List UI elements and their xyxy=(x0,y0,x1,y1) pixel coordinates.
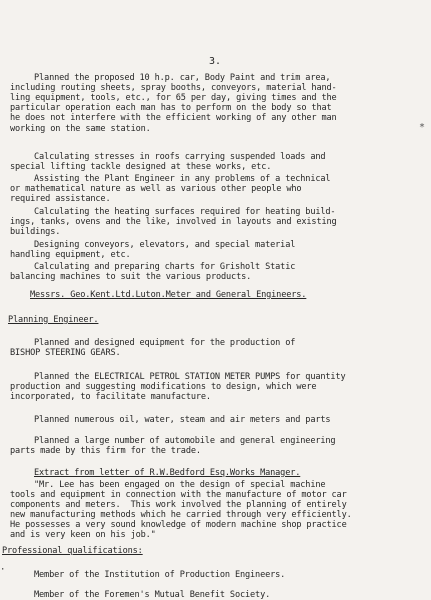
text-line: required assistance. xyxy=(10,194,111,204)
text-line: Calculating stresses in roofs carrying suspended loads and xyxy=(34,152,326,162)
quote-line: "Mr. Lee has been engaged on the design of special machine xyxy=(34,480,326,490)
text-line: balancing machines to suit the various products. xyxy=(10,272,252,282)
text-line: BISHOP STEERING GEARS. xyxy=(10,348,121,358)
text-line: Designing conveyors, elevators, and special material xyxy=(34,240,296,250)
text-line: Planned numerous oil, water, steam and air meters and parts xyxy=(34,415,331,425)
text-line: Planned and designed equipment for the production of xyxy=(34,338,296,348)
margin-mark: * xyxy=(419,122,426,133)
quote-line: components and meters. This work involved the planning of entirely xyxy=(10,500,347,510)
role-heading: Planning Engineer. xyxy=(8,315,99,325)
quote-line: and is very keen on his job." xyxy=(10,530,156,540)
text-line: Calculating and preparing charts for Grisholt Static xyxy=(34,262,296,272)
text-line: he does not interfere with the efficient working of any other man xyxy=(10,113,337,123)
text-line: Assisting the Plant Engineer in any problems of a technical xyxy=(34,174,331,184)
text-line: Planned a large number of automobile and general engineering xyxy=(34,436,336,446)
text-line: Calculating the heating surfaces required for heating build- xyxy=(34,207,336,217)
text-line: production and suggesting modifications to design, which were xyxy=(10,382,317,392)
text-line: parts made by this firm for the trade. xyxy=(10,446,201,456)
text-line: or mathematical nature as well as various other people who xyxy=(10,184,302,194)
qualification-item: Member of the Foremen's Mutual Benefit Society. xyxy=(34,590,271,600)
page-number: 3. xyxy=(209,56,222,67)
text-line: handling equipment, etc. xyxy=(10,250,131,260)
text-line: working on the same station. xyxy=(10,124,151,134)
text-line: including routing sheets, spray booths, conveyors, material hand- xyxy=(10,83,337,93)
qualification-item: Member of the Institution of Production Engineers. xyxy=(34,570,286,580)
text-line: Planned the ELECTRICAL PETROL STATION METER PUMPS for quantity xyxy=(34,372,346,382)
text-line: buildings. xyxy=(10,227,61,237)
text-line: Planned the proposed 10 h.p. car, Body Paint and trim area, xyxy=(34,73,331,83)
quote-line: tools and equipment in connection with the manufacture of motor car xyxy=(10,490,347,500)
quote-line: He possesses a very sound knowledge of modern machine shop practice xyxy=(10,520,347,530)
employer-heading: Messrs. Geo.Kent.Ltd.Luton.Meter and General Engineers. xyxy=(30,290,307,300)
text-line: ling equipment, tools, etc., for 65 per day, giving times and the xyxy=(10,93,337,103)
quote-line: new manufacturing methods which he carried through very efficiently. xyxy=(10,510,352,520)
extract-heading: Extract from letter of R.W.Bedford Esq.Works Manager. xyxy=(34,468,301,478)
text-line: incorporated, to facilitate manufacture. xyxy=(10,392,211,402)
role-bracket-fragment: · xyxy=(0,565,6,575)
qualifications-heading: Professional qualifications: xyxy=(2,546,143,556)
text-line: special lifting tackle designed at these works, etc. xyxy=(10,162,272,172)
text-line: ings, tanks, ovens and the like, involved in layouts and existing xyxy=(10,217,337,227)
text-line: particular operation each man has to perform on the body so that xyxy=(10,103,332,113)
